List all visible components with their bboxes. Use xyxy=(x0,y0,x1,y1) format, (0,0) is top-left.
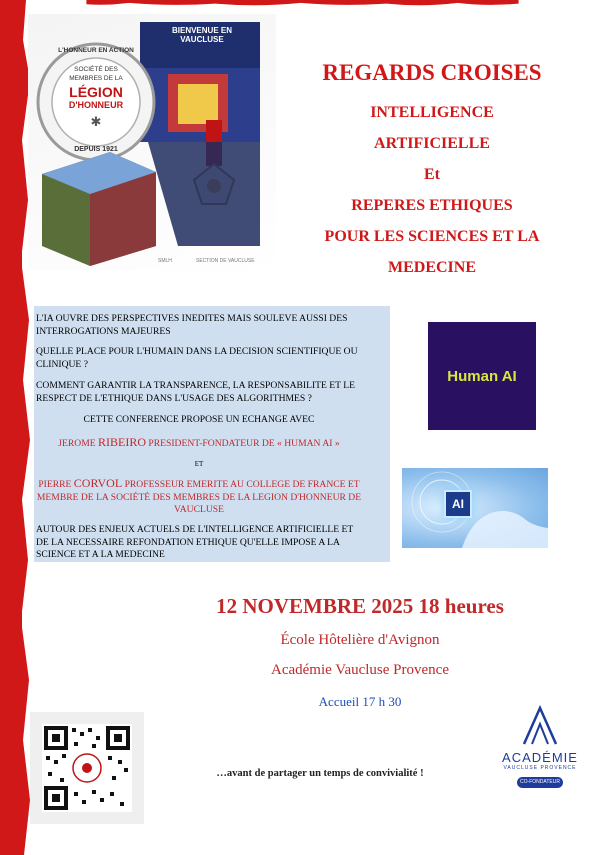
info-paragraph-3: COMMENT GARANTIR LA TRANSPARENCE, LA RESPONSABILITE ET LE RESPECT DE L'ETHIQUE DANS L'USAGE DES ALGORITHMES ? xyxy=(36,380,355,404)
speaker-2-last: CORVOL xyxy=(73,476,123,490)
subtitle-line-4: REPERES ETHIQUES xyxy=(351,197,513,214)
cube-caption: BIENVENUE EN VAUCLUSE xyxy=(171,26,232,44)
info-paragraph-1: L'IA OUVRE DES PERSPECTIVES INEDITES MAIS SOULEVE AUSSI DES INTERROGATIONS MAJEURES xyxy=(36,313,348,337)
info-paragraph-2: QUELLE PLACE POUR L'HUMAIN DANS LA DECISION SCIENTIFIQUE OU CLINIQUE ? xyxy=(36,346,358,370)
venue-line-1: École Hôtelière d'Avignon xyxy=(280,632,440,648)
accueil-time: Accueil 17 h 30 xyxy=(318,694,402,709)
seal-bottom: DEPUIS 1921 xyxy=(74,146,118,153)
ai-chip-icon: AI xyxy=(444,490,472,518)
academie-name: ACADÉMIE xyxy=(502,750,578,765)
academie-logo xyxy=(494,704,586,794)
speaker-2 xyxy=(36,477,362,517)
speaker-1-first: JEROME xyxy=(58,438,99,449)
seal-inner-2: MEMBRES DE LA xyxy=(69,75,123,82)
event-date: 12 NOVEMBRE 2025 18 heures xyxy=(216,594,504,618)
speaker-2-role: PROFESSEUR EMERITE AU COLLEGE DE FRANCE ET MEMBRE DE LA SOCIÉTÉ DES MEMBRES DE LA LEGION D'HONNEUR DE VAUCLUSE xyxy=(36,479,362,516)
subtitle-line-6: MEDECINE xyxy=(387,259,476,276)
seal-outer-top: L'HONNEUR EN ACTION xyxy=(58,47,134,54)
seal-inner-1: SOCIÉTÉ DES xyxy=(74,66,118,73)
svg-text:✱: ✱ xyxy=(90,115,102,130)
subtitle-line-3: Et xyxy=(424,166,440,183)
collage-footer-left: SMLH xyxy=(158,258,172,264)
human-ai-logo-text: Human AI xyxy=(447,367,517,385)
info-paragraph-5: AUTOUR DES ENJEUX ACTUELS DE L'INTELLIGENCE ARTIFICIELLE ET DE LA NECESSAIRE REFONDATION ETHIQUE QU'ELLE IMPOSE A LA SCIENCE ET A LA MEDECINE xyxy=(36,524,354,561)
header-collage xyxy=(28,14,276,270)
subtitle-line-2: ARTIFICIELLE xyxy=(374,135,490,152)
speaker-1-last: RIBEIRO xyxy=(98,435,147,449)
speaker-1-role: PRESIDENT-FONDATEUR DE « HUMAN AI » xyxy=(146,438,340,449)
human-ai-logo xyxy=(428,322,536,430)
closing-text: …avant de partager un temps de convivialité ! xyxy=(216,768,424,779)
subtitle-line-1: INTELLIGENCE xyxy=(370,104,494,121)
qr-code[interactable] xyxy=(30,712,144,824)
collage-footer-right: SECTION DE VAUCLUSE xyxy=(196,258,255,264)
academie-sub: VAUCLUSE PROVENCE xyxy=(503,765,577,771)
subtitle-line-5: POUR LES SCIENCES ET LA xyxy=(324,228,540,245)
seal-main: LÉGION xyxy=(69,84,123,100)
hand-illustration xyxy=(402,468,548,548)
page-title: REGARDS CROISES xyxy=(322,60,542,85)
and-separator: ET xyxy=(194,460,204,468)
qr-code-icon xyxy=(30,712,144,824)
ai-illustration xyxy=(402,468,548,548)
academie-badge: CO-FONDATEUR xyxy=(517,777,563,788)
speaker-2-first: PIERRE xyxy=(38,479,74,490)
top-red-border xyxy=(0,0,605,10)
seal-sub: D'HONNEUR xyxy=(68,100,124,110)
academie-a-icon xyxy=(494,704,586,746)
info-paragraph-4: CETTE CONFERENCE PROPOSE UN ECHANGE AVEC xyxy=(83,414,315,425)
speaker-1 xyxy=(36,436,362,451)
venue-line-2: Académie Vaucluse Provence xyxy=(271,662,449,678)
